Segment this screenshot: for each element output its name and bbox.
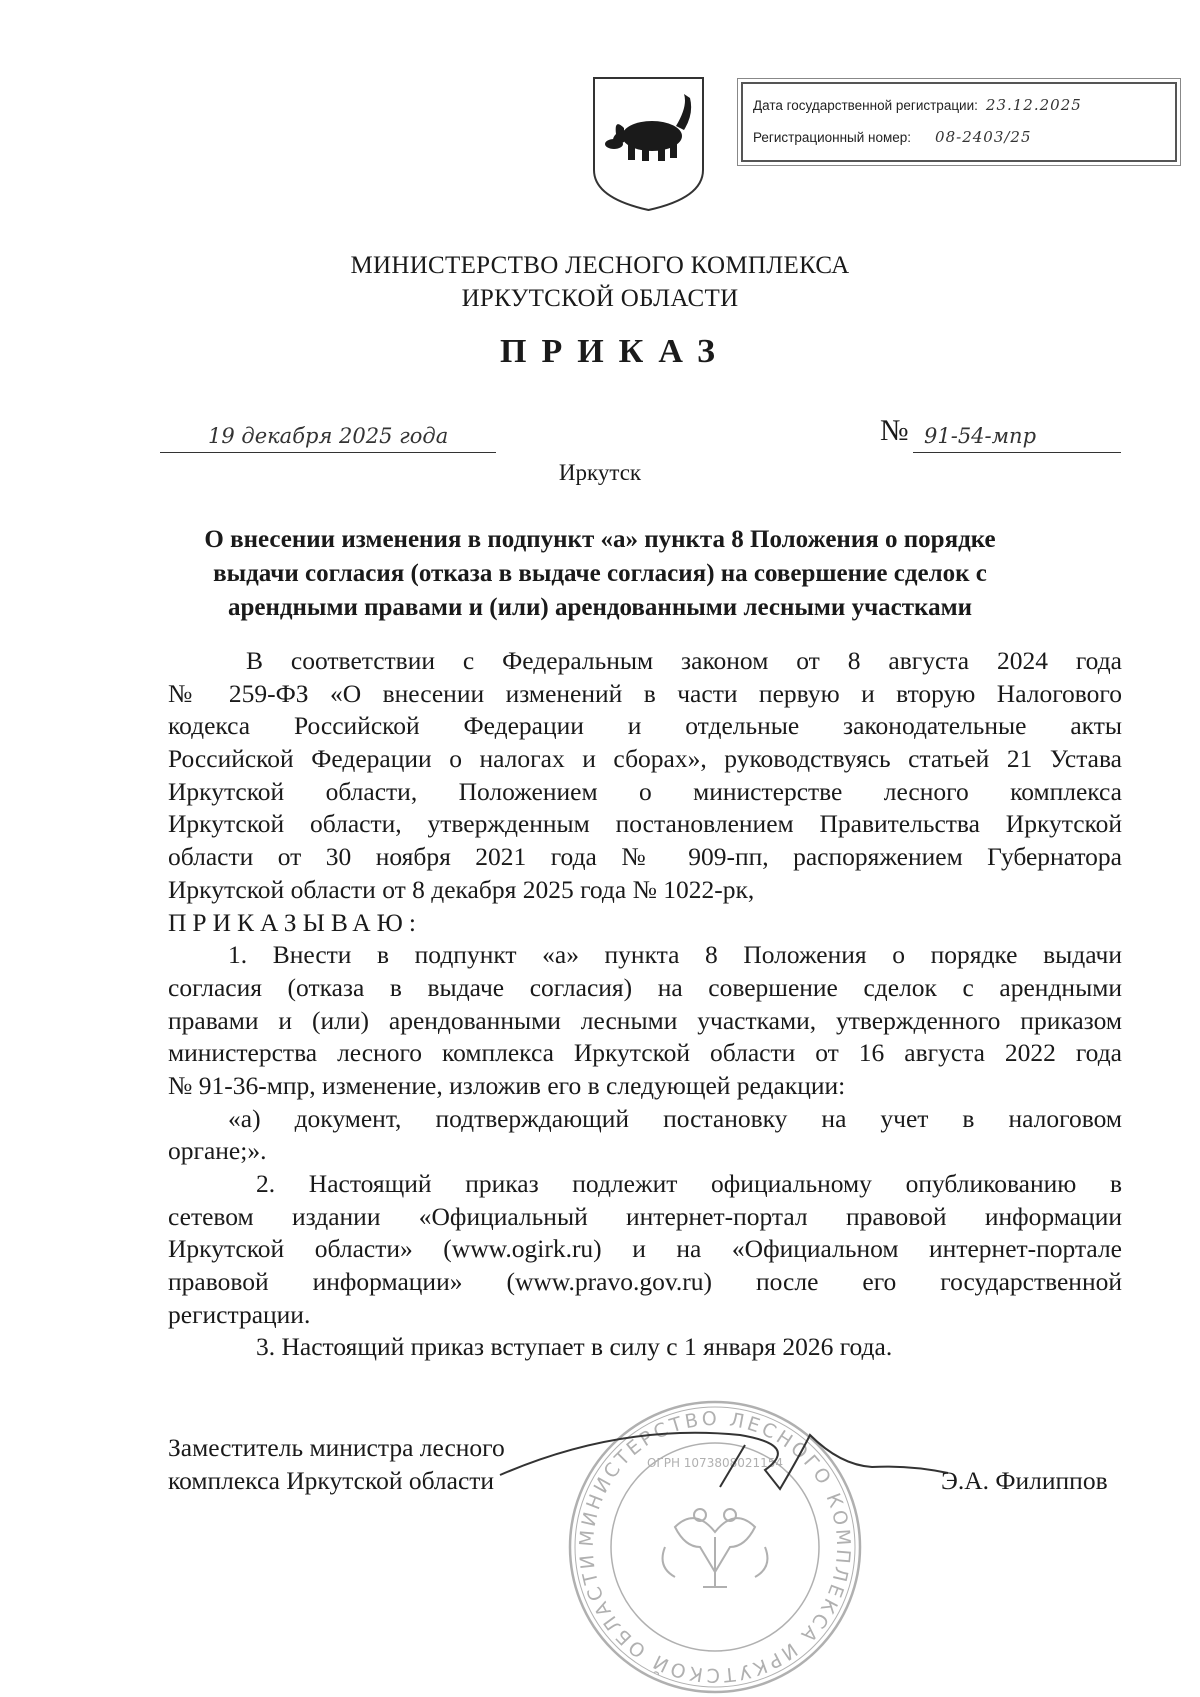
body-line: правовой информации» (www.pravo.gov.ru) после его государственной xyxy=(168,1267,1122,1297)
number-sign: № xyxy=(880,414,909,447)
body-line: 1. Внести в подпункт «а» пункта 8 Положения о порядке выдачи xyxy=(228,940,1122,970)
body-line: Иркутской области от 8 декабря 2025 года № 1022-рк, xyxy=(168,874,755,904)
signatory-name: Э.А. Филиппов xyxy=(941,1466,1108,1495)
ministry-name-line1: МИНИСТЕРСТВО ЛЕСНОГО КОМПЛЕКСА xyxy=(350,252,850,279)
registration-date-label: Дата государственной регистрации: xyxy=(753,98,978,113)
body-line: «а) документ, подтверждающий постановку на учет в налоговом xyxy=(228,1103,1122,1133)
signatory-position-line1: Заместитель министра лесного xyxy=(168,1433,505,1462)
body-line: министерства лесного комплекса Иркутской области от 16 августа 2022 года xyxy=(168,1038,1122,1068)
seal-inner-text: ОГРН 1073808021154 xyxy=(646,1456,784,1470)
seal-ring-text: МИНИСТЕРСТВО ЛЕСНОГО КОМПЛЕКСА ИРКУТСКОЙ ОБЛАСТИ xyxy=(575,1407,855,1687)
body-line: Иркутской области, утвержденным постановлением Правительства Иркутской xyxy=(168,809,1122,839)
registration-stamp xyxy=(741,82,1177,162)
city-name: Иркутск xyxy=(558,460,642,485)
document-title-line: выдачи согласия (отказа в выдаче согласия) на совершение сделок с xyxy=(213,560,987,587)
order-number-handwritten: 91-54-мпр xyxy=(924,424,1037,448)
body-line: сетевом издании «Официальный интернет-портал правовой информации xyxy=(168,1201,1122,1231)
body-line: № 91-36-мпр, изменение, изложив его в следующей редакции: xyxy=(168,1070,846,1100)
body-line: Иркутской области» (www.ogirk.ru) и на «Официальном интернет-портале xyxy=(168,1234,1122,1264)
registration-number-label: Регистрационный номер: xyxy=(753,130,912,145)
body-line: согласия (отказа в выдаче согласия) на совершение сделок с арендными xyxy=(168,972,1122,1002)
registration-number-row xyxy=(753,128,1032,146)
document-type-title: ПРИКАЗ xyxy=(500,333,730,370)
body-line: правами и (или) арендованными лесными участками, утвержденного приказом xyxy=(168,1005,1122,1035)
body-line: кодекса Российской Федерации и отдельные законодательные акты xyxy=(168,711,1122,741)
ministry-name-line2: ИРКУТСКОЙ ОБЛАСТИ xyxy=(461,285,739,312)
body-line: области от 30 ноября 2021 года № 909-пп, распоряжением Губернатора xyxy=(168,842,1122,872)
body-line: Иркутской области, Положением о министерстве лесного комплекса xyxy=(168,776,1122,806)
document-title-line: О внесении изменения в подпункт «а» пункта 8 Положения о порядке xyxy=(204,526,996,553)
registration-date-value: 23.12.2025 xyxy=(985,96,1082,114)
signatory-position-line2: комплекса Иркутской области xyxy=(168,1466,495,1495)
double-headed-eagle-icon xyxy=(663,1509,768,1587)
coat-of-arms-emblem xyxy=(590,74,707,214)
order-date-handwritten: 19 декабря 2025 года xyxy=(208,424,449,448)
order-word: ПРИКАЗЫВАЮ: xyxy=(168,907,422,937)
body-line: 3. Настоящий приказ вступает в силу с 1 января 2026 года. xyxy=(256,1332,893,1362)
document-title-line: арендными правами и (или) арендованными лесными участками xyxy=(227,594,973,621)
body-line: Российской Федерации о налогах и сборах», руководствуясь статьей 21 Устава xyxy=(168,744,1122,774)
registration-number-value: 08-2403/25 xyxy=(935,128,1032,146)
body-line: органе;». xyxy=(168,1136,267,1166)
body-line: регистрации. xyxy=(168,1299,311,1329)
body-line: 2. Настоящий приказ подлежит официальному опубликованию в xyxy=(256,1169,1122,1198)
body-line: В соответствии с Федеральным законом от 8 августа 2024 года xyxy=(246,646,1122,675)
body-line: № 259-ФЗ «О внесении изменений в части первую и вторую Налогового xyxy=(168,678,1122,708)
handwritten-signature xyxy=(480,1405,960,1505)
document-body xyxy=(168,645,1122,1364)
document-title xyxy=(150,523,1050,625)
registration-date-row xyxy=(753,96,1082,114)
